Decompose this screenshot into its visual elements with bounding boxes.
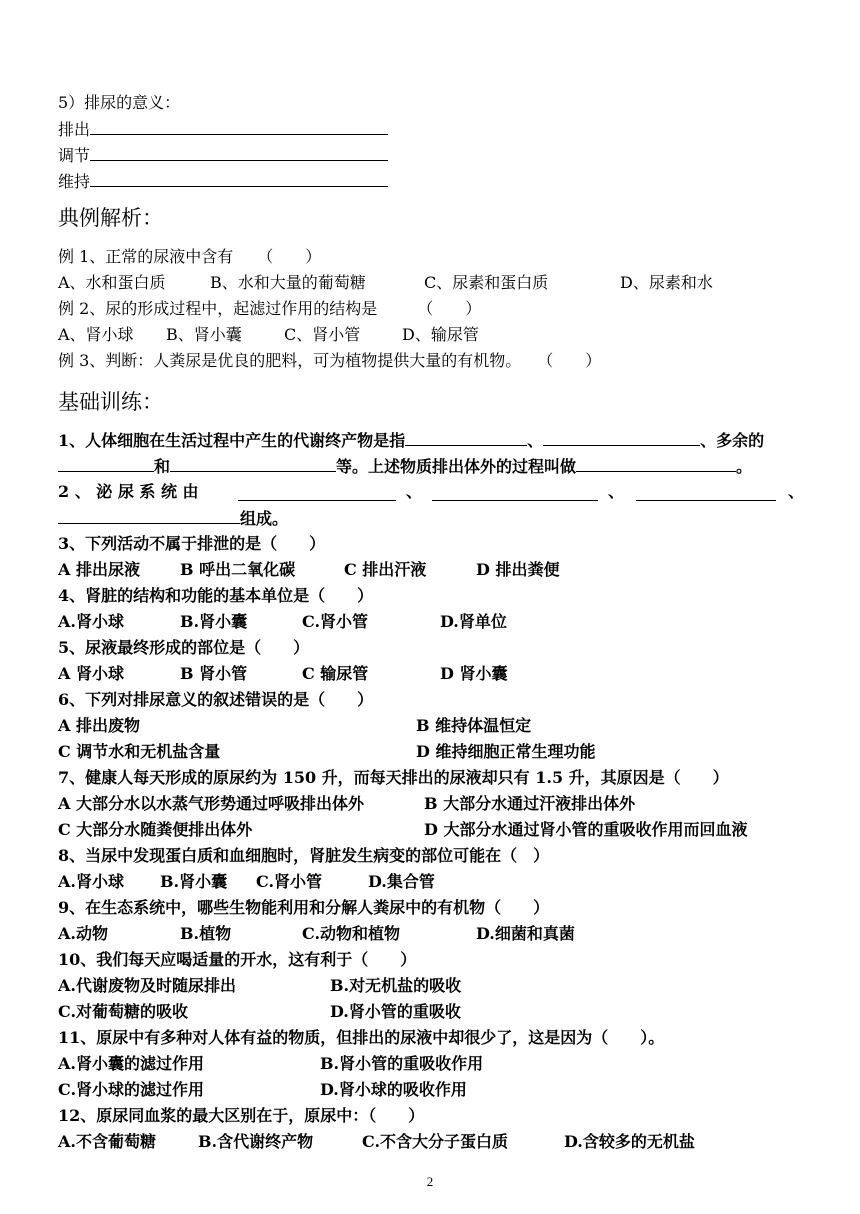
examples-heading: 典例解析： [58,206,163,230]
answer-blank[interactable] [576,455,736,472]
answer-blank[interactable] [58,507,240,524]
option: C 大部分水随粪便排出体外 [58,820,253,839]
q1-text: 。 [736,457,753,476]
option: C 输尿管 [302,664,369,683]
q2-sep: 、 [608,482,625,501]
option: A 排出废物 [58,716,140,735]
answer-blank[interactable] [636,484,776,501]
training-question: 12、原尿同血浆的最大区别在于，原尿中：（ ） [58,1106,425,1125]
answer-blank[interactable] [405,429,527,446]
answer-blank[interactable] [238,484,396,501]
option: C、肾小管 [284,325,361,344]
training-question: 7、健康人每天形成的原尿约为 150 升，而每天排出的尿液却只有 1.5 升，其原因是（ ） [58,768,729,787]
option: C.对葡萄糖的吸收 [58,1002,189,1021]
option: C、尿素和蛋白质 [424,273,549,292]
section5-title: 5）排尿的意义： [58,93,181,112]
training-q1-line2 [58,455,752,478]
option: B.含代谢终产物 [198,1132,314,1151]
option: D 肾小囊 [440,664,508,683]
q1-text: 、多余的 [700,431,765,450]
training-q1-line1 [58,429,764,452]
training-question: 11、原尿中有多种对人体有益的物质，但排出的尿液中却很少了，这是因为（ ）。 [58,1028,665,1047]
q2-text: 2 、 泌 尿 系 统 由 [58,482,199,501]
option: D.细菌和真菌 [476,924,575,943]
option: B.肾小管的重吸收作用 [320,1054,484,1073]
option: B、肾小囊 [166,325,242,344]
answer-blank[interactable] [432,484,598,501]
example-question: 例 2、尿的形成过程中，起滤过作用的结构是 （ ） [58,299,482,318]
option: A.肾小球 [58,872,124,891]
option: C 排出汗液 [344,560,427,579]
section5-item-label: 调节 [58,146,91,165]
training-question: 10、我们每天应喝适量的开水，这有利于（ ） [58,950,417,969]
option: C.肾小管 [256,872,323,891]
q1-text: 1、人体细胞在生活过程中产生的代谢终产物是指 [58,431,406,450]
q2-sep: 、 [406,482,423,501]
option: D 大部分水通过肾小管的重吸收作用而回血液 [424,820,748,839]
option: D.肾单位 [440,612,507,631]
section5-item-label: 排出 [58,120,91,139]
option: A 肾小球 [58,664,124,683]
page-number: 2 [426,1174,434,1189]
option: C 调节水和无机盐含量 [58,742,221,761]
q1-sep: 、 [527,431,544,450]
answer-blank[interactable] [543,429,700,446]
training-question: 9、在生态系统中，哪些生物能利用和分解人粪尿中的有机物（ ） [58,898,550,917]
option: A 大部分水以水蒸气形势通过呼吸排出体外 [58,794,364,813]
q2-sep: 、 [788,482,805,501]
option: A.肾小球 [58,612,124,631]
option: D 排出粪便 [476,560,560,579]
option: A.不含葡萄糖 [58,1132,156,1151]
answer-blank[interactable] [90,170,388,187]
option: A.代谢废物及时随尿排出 [58,976,236,995]
training-question: 4、肾脏的结构和功能的基本单位是（ ） [58,586,374,605]
option: B 肾小管 [180,664,248,683]
answer-blank[interactable] [58,455,154,472]
q1-text: 等。上述物质排出体外的过程叫做 [336,457,577,476]
answer-blank[interactable] [170,455,336,472]
option: C.肾小管 [302,612,369,631]
example-question: 例 3、判断：人粪尿是优良的肥料，可为植物提供大量的有机物。 （ ） [58,351,602,370]
training-q2-line2 [58,507,288,530]
option: B.植物 [180,924,232,943]
option: C.肾小球的滤过作用 [58,1080,205,1099]
training-question: 6、下列对排尿意义的叙述错误的是（ ） [58,690,374,709]
option: C.不含大分子蛋白质 [362,1132,509,1151]
answer-blank[interactable] [90,118,388,135]
training-heading: 基础训练： [58,390,163,414]
option: D、尿素和水 [620,273,713,292]
option: B 维持体温恒定 [416,716,532,735]
option: A、肾小球 [58,325,134,344]
option: A.肾小囊的滤过作用 [58,1054,204,1073]
option: B.对无机盐的吸收 [330,976,462,995]
example-question: 例 1、正常的尿液中含有 （ ） [58,247,322,266]
option: D.含较多的无机盐 [564,1132,695,1151]
section5-item [58,144,388,167]
answer-blank[interactable] [90,144,388,161]
option: D.肾小管的重吸收 [330,1002,461,1021]
option: B、水和大量的葡萄糖 [210,273,366,292]
q2-end: 组成。 [240,509,289,528]
training-question: 3、下列活动不属于排泄的是（ ） [58,534,326,553]
option: D、输尿管 [402,325,479,344]
section5-item-label: 维持 [58,172,91,191]
option: A.动物 [58,924,108,943]
option: C.动物和植物 [302,924,401,943]
option: B 呼出二氧化碳 [180,560,296,579]
section5-item [58,170,388,193]
option: D.集合管 [368,872,435,891]
training-question: 5、尿液最终形成的部位是（ ） [58,638,310,657]
option: D 维持细胞正常生理功能 [416,742,596,761]
option: B 大部分水通过汗液排出体外 [424,794,636,813]
option: A、水和蛋白质 [58,273,166,292]
option: B.肾小囊 [180,612,248,631]
option: A 排出尿液 [58,560,140,579]
option: D.肾小球的吸收作用 [320,1080,467,1099]
q1-text: 和 [154,457,171,476]
option: B.肾小囊 [160,872,228,891]
training-question: 8、当尿中发现蛋白质和血细胞时，肾脏发生病变的部位可能在（ ） [58,846,550,865]
section5-item [58,118,388,141]
